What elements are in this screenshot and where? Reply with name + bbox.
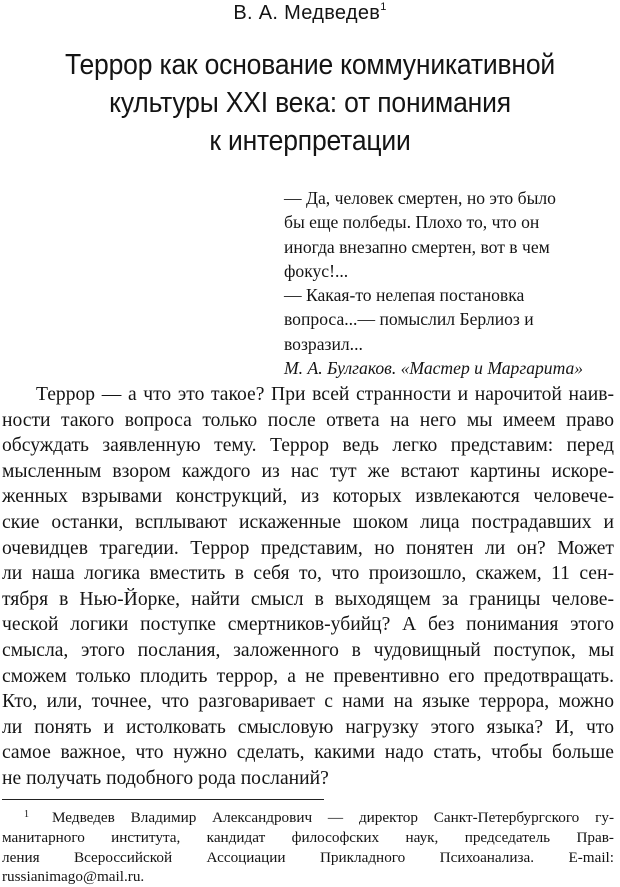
epigraph-source: М. А. Булгаков. «Мастер и Маргарита» (284, 358, 584, 379)
article-title (22, 46, 599, 160)
epigraph (284, 186, 620, 380)
body-line: смысла, этого послания, заложенного в чудовищный поступок, мы (2, 639, 614, 661)
body-line: ли наша логика вместить в себя то, что произошло, скажем, 11 сен- (2, 563, 614, 585)
footnote-line: Медведев Владимир Александрович — директор Санкт-Петербургского гу- (52, 809, 614, 826)
body-line: женных взрывами конструкций, из которых извлекаются человече- (2, 486, 614, 508)
epigraph-line: фокус!... (284, 260, 349, 281)
epigraph-line: иногда внезапно смертен, вот в чем (284, 236, 550, 257)
body-line: ские останки, всплывают искаженные шоком лица пострадавших и (2, 511, 614, 533)
footnote-separator (2, 799, 324, 800)
body-line: самое важное, что нужно сделать, какими надо стать, чтобы больше (2, 742, 614, 764)
footnote-mark: 1 (24, 809, 29, 820)
title-line: Террор как основание коммуникативной (64, 49, 556, 81)
body-line: ности такого вопроса только после ответа на него мы имеем право (2, 409, 614, 431)
epigraph-line: возразил... (284, 333, 363, 354)
epigraph-line: — Какая-то нелепая постановка (284, 285, 525, 306)
body-line: тября в Нью-Йорке, найти смысл в выходящем за границы челове- (2, 588, 614, 610)
footnote-line: манитарного института, кандидат философских наук, председатель Прав- (2, 828, 614, 846)
title-line: культуры XXI века: от понимания (109, 87, 511, 119)
author-footnote-mark: 1 (380, 1, 387, 13)
body-line: сможем только плодить террор, а не превентивно его предотвращать. (2, 665, 614, 687)
epigraph-line: — Да, человек смертен, но это было (284, 188, 556, 208)
title-line: к интерпретации (209, 125, 411, 157)
footnote-line: ления Всероссийской Ассоциации Прикладного Психоанализа. E-mail: (2, 848, 614, 866)
author-line (0, 0, 620, 26)
body-line: ли понять и истолковать смысловую нагрузку этого языка? И, что (2, 716, 614, 738)
body-line: очевидцев трагедии. Террор представим, но понятен ли он? Может (2, 537, 614, 559)
epigraph-line: вопроса...— помыслил Берлиоз и (284, 309, 534, 330)
body-line: мысленным взором каждого из нас тут же встают картины искоре- (2, 460, 614, 482)
body-line: Террор — а что это такое? При всей странности и нарочитой наив- (36, 384, 614, 405)
body-line: обсуждать заявленную тему. Террор ведь легко представим: перед (2, 435, 614, 457)
epigraph-line: бы еще полбеды. Плохо то, что он (284, 212, 540, 233)
footnote-line: russianimago@mail.ru. (2, 868, 145, 886)
author-name: В. А. Медведев (233, 2, 381, 24)
body-paragraph (0, 382, 620, 792)
footnote (0, 808, 620, 887)
body-line: ческой логики поступке смертников-убийц? А без понимания этого (2, 614, 614, 636)
body-line: Кто, или, точнее, что разговаривает с нами на языке террора, можно (2, 691, 614, 713)
body-line: не получать подобного рода посланий? (2, 767, 329, 789)
